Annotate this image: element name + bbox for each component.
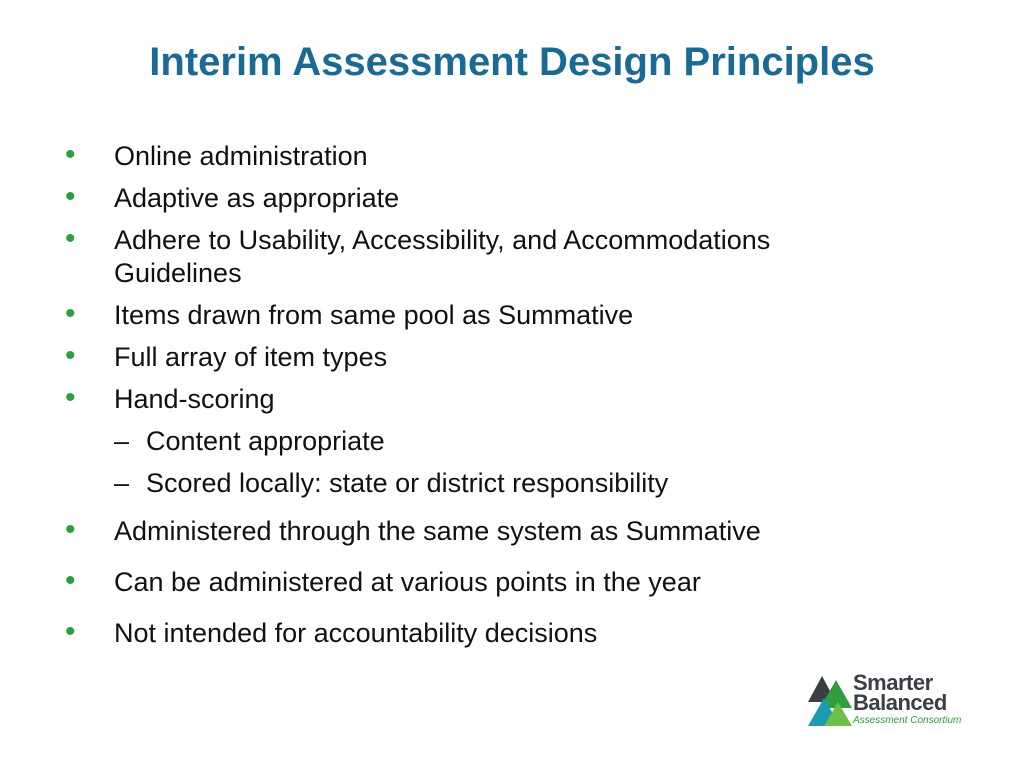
list-item	[62, 566, 962, 599]
bullet-icon: •	[65, 138, 76, 171]
bullet-icon: •	[65, 222, 76, 255]
bullet-icon: •	[65, 180, 76, 213]
bullet-list	[62, 140, 962, 659]
slide-title: Interim Assessment Design Principles	[149, 40, 875, 84]
dash-icon: –	[114, 468, 130, 498]
list-item	[62, 182, 962, 215]
list-item-text: Hand-scoring	[114, 384, 275, 414]
smarter-balanced-logo	[808, 670, 988, 732]
list-item	[62, 617, 962, 650]
list-item-text: Items drawn from same pool as Summative	[114, 300, 634, 330]
list-item	[62, 140, 962, 173]
bullet-icon: •	[65, 381, 76, 414]
dash-icon: –	[114, 426, 130, 456]
list-item	[62, 299, 962, 332]
list-item	[62, 224, 962, 290]
list-item-text: Full array of item types	[114, 342, 388, 372]
bullet-icon: •	[65, 297, 76, 330]
list-item-text: Adhere to Usability, Accessibility, and Accommodations Guidelines	[114, 225, 771, 288]
list-item	[62, 341, 962, 374]
bullet-icon: •	[65, 513, 76, 546]
logo-text-smarter: Smarter	[853, 670, 933, 695]
sub-list-item-text: Content appropriate	[146, 426, 385, 456]
sub-list-item	[62, 425, 962, 458]
bullet-icon: •	[65, 564, 76, 597]
bullet-icon: •	[65, 339, 76, 372]
logo-text-balanced: Balanced	[853, 690, 947, 715]
list-item-text: Not intended for accountability decisions	[114, 618, 598, 648]
list-item	[62, 515, 962, 548]
logo-text-consortium: Assessment Consortium	[853, 715, 962, 726]
list-item	[62, 383, 962, 416]
sub-list-item-text: Scored locally: state or district responsibility	[146, 468, 669, 498]
bullet-icon: •	[65, 615, 76, 648]
list-item-text: Adaptive as appropriate	[114, 183, 400, 213]
list-item-text: Online administration	[114, 141, 368, 171]
triangles-logo-icon	[808, 672, 852, 728]
list-item-text: Can be administered at various points in the year	[114, 567, 701, 597]
list-item-text: Administered through the same system as Summative	[114, 516, 761, 546]
sub-list-item	[62, 467, 962, 500]
